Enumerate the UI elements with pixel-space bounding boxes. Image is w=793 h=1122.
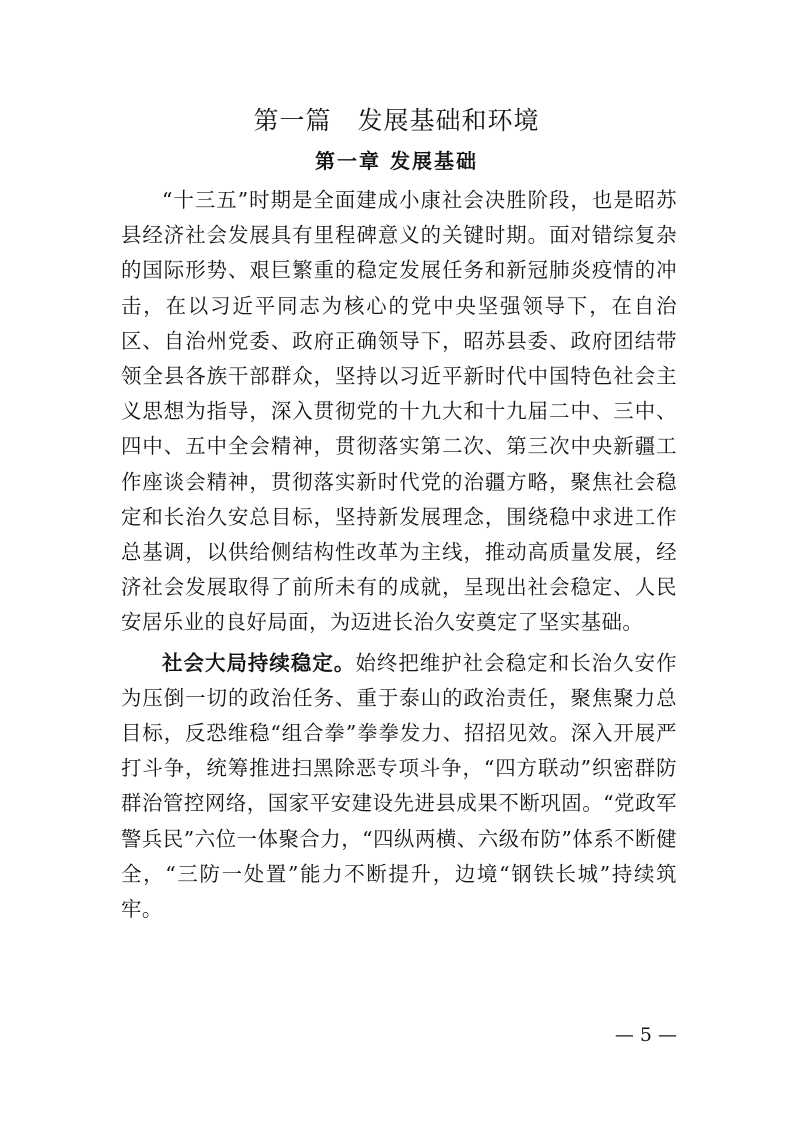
paragraph [121,183,677,641]
paragraph [121,646,677,928]
paragraph-text: 始终把维护社会稳定和长治久安作为压倒一切的政治任务、重于泰山的政治责任，聚焦聚力总目标，反恐维稳“组合拳”拳拳发力、招招见效。深入开展严打斗争，统筹推进扫黑除恶专项斗争，“四方联动”织密群防群治管控网络，国家平安建设先进县成果不断巩固。“党政军警兵民”六位一体聚合力，“四纵两横、六级布防”体系不断健全，“三防一处置”能力不断提升，边境“钢铁长城”持续筑牢。 [121,650,678,922]
paragraph-lead: 社会大局持续稳定。 [162,650,356,675]
chapter-title: 第一章 发展基础 [315,149,478,173]
paragraph-text: “十三五”时期是全面建成小康社会决胜阶段，也是昭苏县经济社会发展具有里程碑意义的关键时期。面对错综复杂的国际形势、艰巨繁重的稳定发展任务和新冠肺炎疫情的冲击，在以习近平同志为核心的党中央坚强领导下，在自治区、自治州党委、政府正确领导下，昭苏县委、政府团结带领全县各族干部群众，坚持以习近平新时代中国特色社会主义思想为指导，深入贯彻党的十九大和十九届二中、三中、四中、五中全会精神，贯彻落实第二次、第三次中央新疆工作座谈会精神，贯彻落实新时代党的治疆方略，聚焦社会稳定和长治久安总目标，坚持新发展理念，围绕稳中求进工作总基调，以供给侧结构性改革为主线，推动高质量发展，经济社会发展取得了前所未有的成就，呈现出社会稳定、人民安居乐业的良好局面，为迈进长治久安奠定了坚实基础。 [121,188,677,635]
body-text [121,183,677,927]
page-number: — 5 — [614,1024,677,1046]
part-title: 第一篇 发展基础和环境 [253,106,540,135]
